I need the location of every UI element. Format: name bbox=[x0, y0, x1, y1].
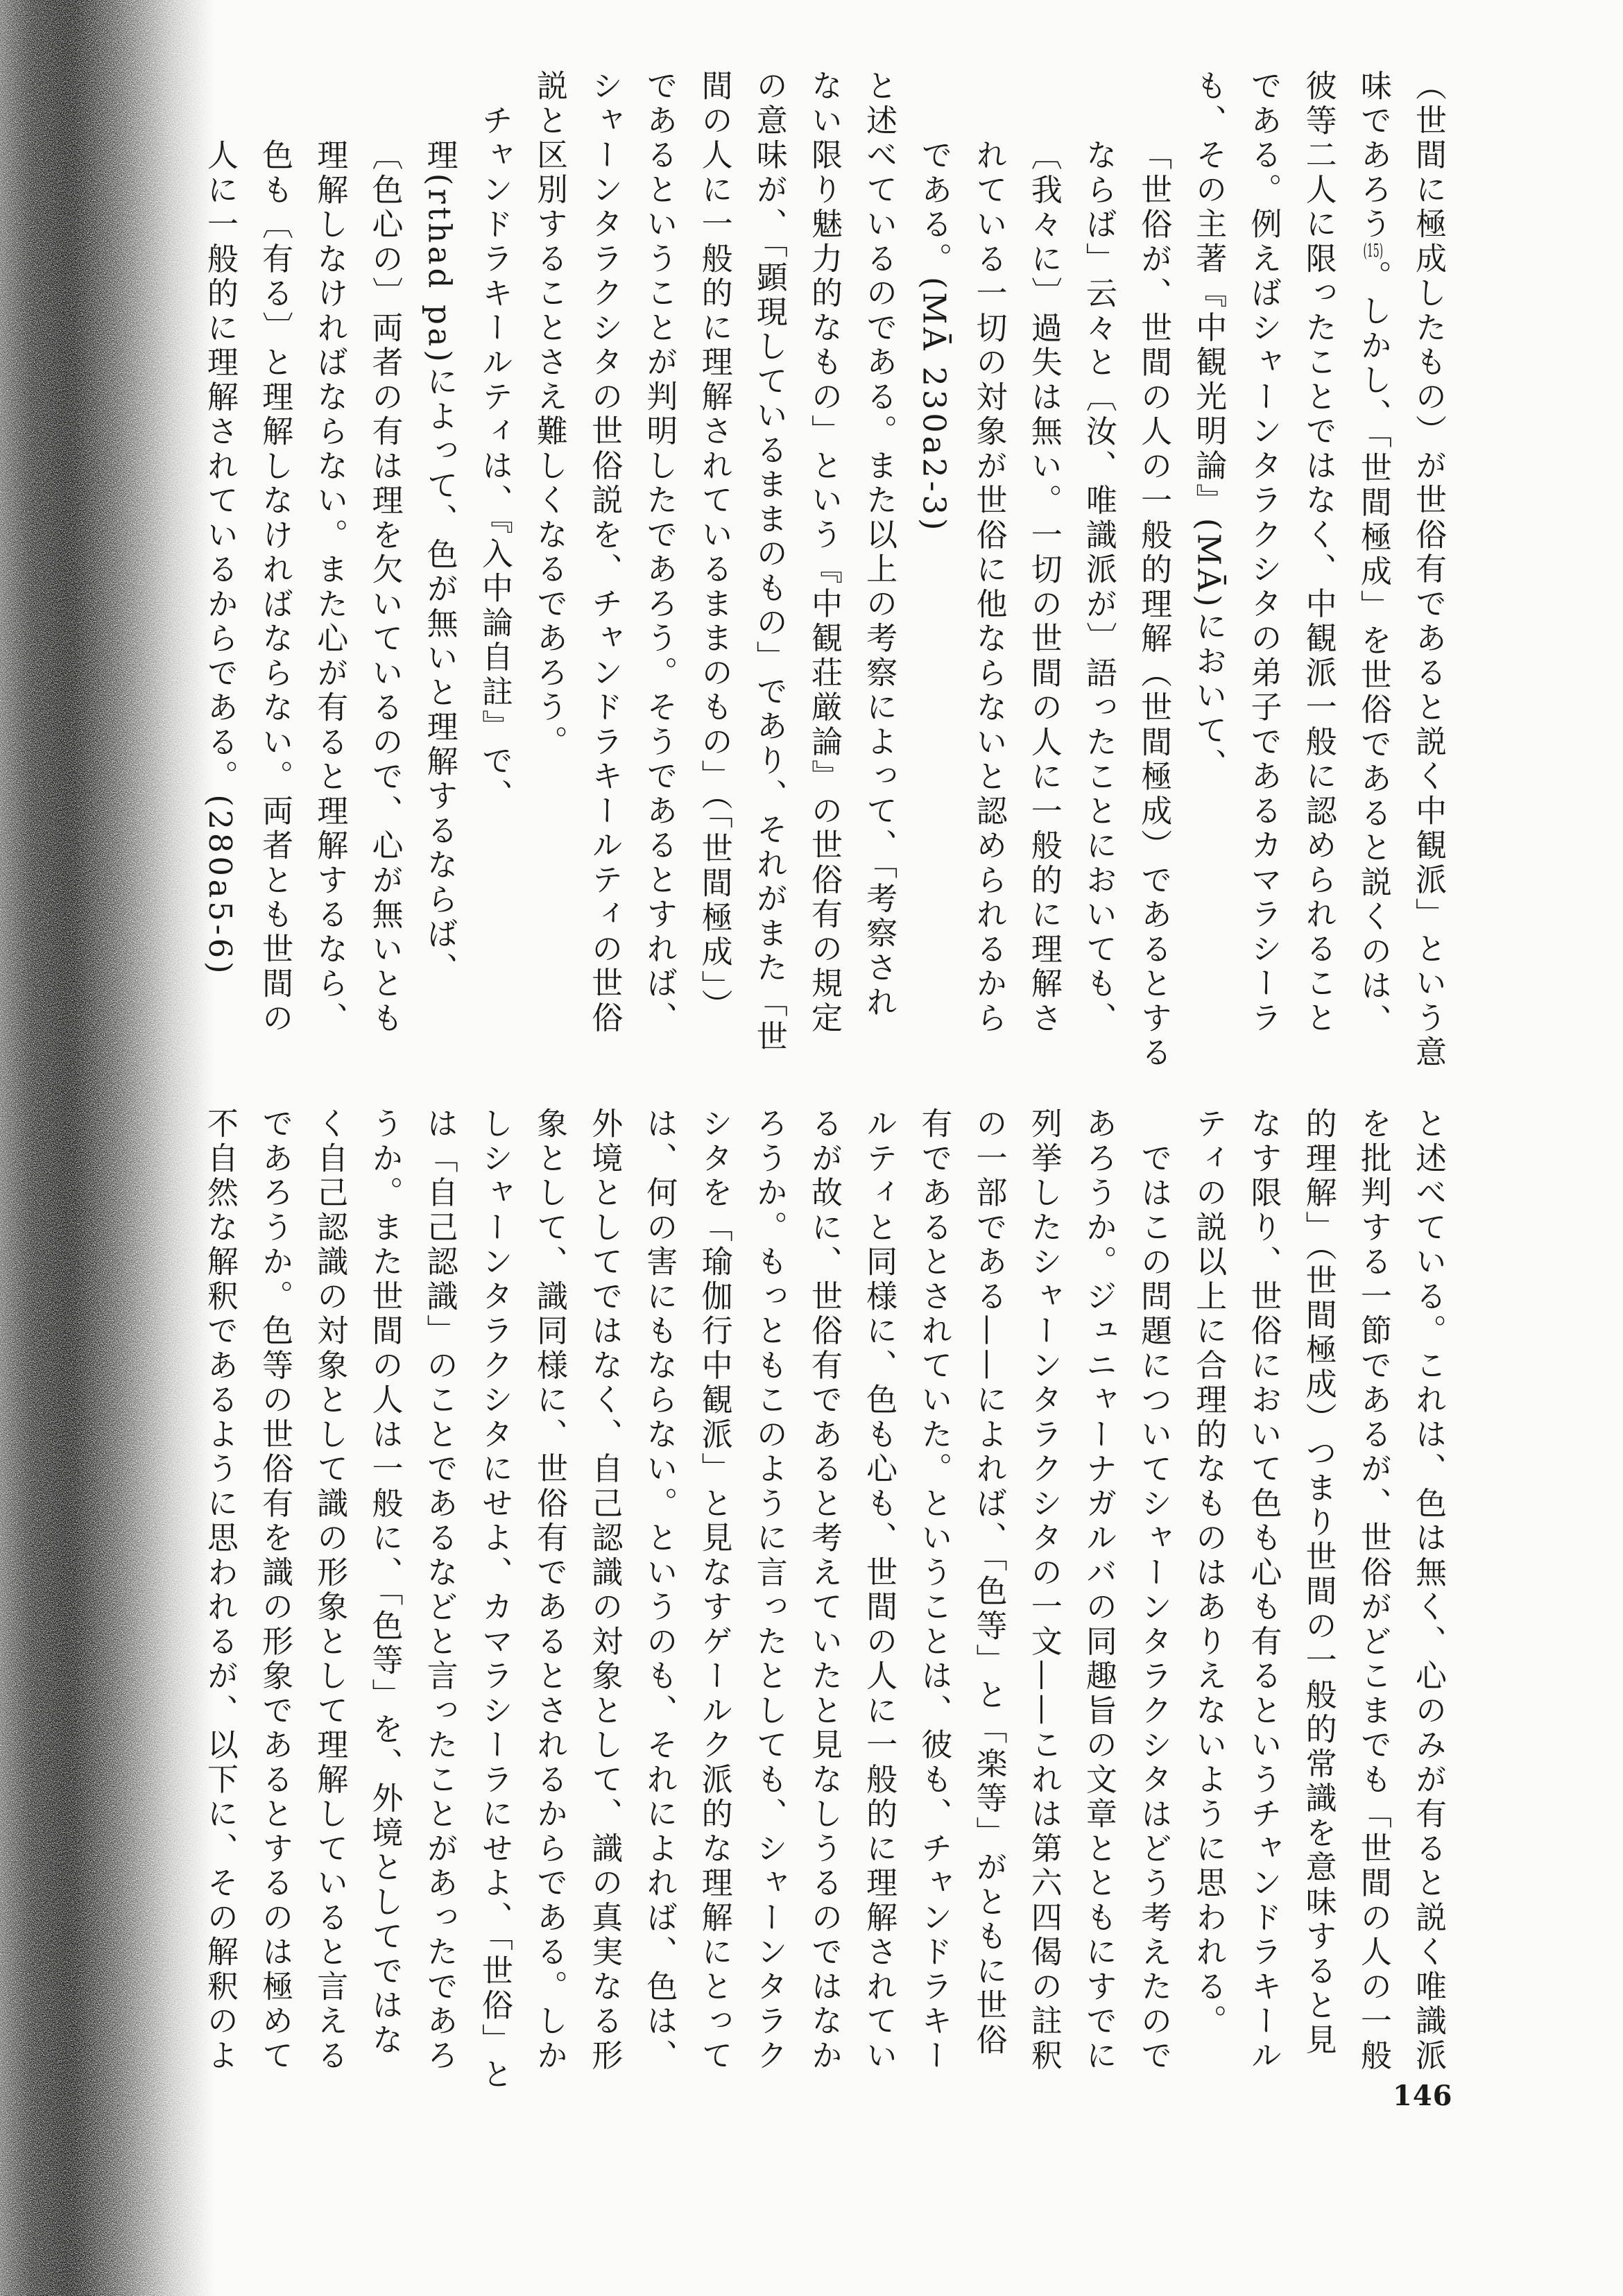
text-column-lower-22: であろうか。色等の世俗有を識の形象であるとするのは極めて bbox=[257, 1107, 294, 2073]
text-column-lower-21: く自己認識の対象として識の形象として理解していると言える bbox=[311, 1107, 349, 2073]
text-column-lower-11: ルティと同様に、色も心も、世間の人に一般的に理解されてい bbox=[861, 1107, 898, 2073]
text-column-lower-10: 有であるとされていた。ということは、彼も、チャンドラキー bbox=[916, 1107, 953, 2073]
text-column-upper-1: （世間に極成したもの）が世俗有であると説く中観派」という意 bbox=[1410, 69, 1447, 1070]
text-column-upper-18: チャンドラキールティは、『入中論自註』で、 bbox=[476, 103, 513, 813]
quote-column-upper-10: である。(MĀ 230a2-3) bbox=[916, 138, 953, 533]
text-column-upper-4: である。例えばシャーンタラクシタの弟子であるカマラシーラ bbox=[1245, 69, 1282, 1036]
text-column-lower-18: しシャーンタラクシタにせよ、カマラシーラにせよ、「世俗」と bbox=[476, 1107, 513, 2093]
scan-edge-shadow bbox=[0, 0, 215, 2296]
text-column-upper-16: シャーンタラクシタの世俗説を、チャンドラキールティの世俗 bbox=[586, 69, 624, 1036]
text-column-lower-17: 象として、識同様に、世俗有であるとされるからである。しか bbox=[531, 1107, 568, 2073]
text-column-upper-14: 間の人に一般的に理解されているままのもの」（「世間極成」） bbox=[696, 69, 733, 1024]
text-column-upper-5: も、その主著『中観光明論』(MĀ)において、 bbox=[1190, 69, 1228, 783]
text-column-upper-12: ない限り魅力的なもの」という『中観荘厳論』の世俗有の規定 bbox=[805, 69, 843, 1036]
text-segment: 。しかし、「世間極成」を世俗であると説くのは、 bbox=[1355, 259, 1392, 1038]
quote-column-upper-21: 理解しなければならない。また心が有ると理解するなら、 bbox=[311, 138, 349, 1036]
text-column-lower-16: 外境としてではなく、自己認識の対象として、識の真実なる形 bbox=[586, 1107, 624, 2073]
lower-text-block bbox=[192, 1107, 1456, 2106]
quote-column-upper-22: 色も〔有る〕と理解しなければならない。両者とも世間の bbox=[257, 138, 294, 1036]
quote-column-upper-19: 理(rthad pa)によって、色が無いと理解するならば、 bbox=[421, 138, 458, 986]
text-segment: 味であろう bbox=[1355, 69, 1392, 242]
text-column-lower-7: あろうか。ジュニャーナガルバの同趣旨の文章とともにすでに bbox=[1080, 1107, 1117, 2073]
text-column-lower-20: うか。また世間の人は一般に、「色等」を、外境としてではな bbox=[366, 1107, 404, 2058]
text-column-lower-8: 列挙したシャーンタラクシタの一文——これは第六四偈の註釈 bbox=[1025, 1107, 1063, 2073]
text-column-lower-23: 不自然な解釈であるように思われるが、以下に、その解釈のよ bbox=[201, 1107, 239, 2073]
text-column-upper-13: の意味が、「顕現しているままのもの」であり、それがまた「世 bbox=[750, 69, 788, 1055]
quote-column-upper-8: 〔我々に〕過失は無い。一切の世間の人に一般的に理解さ bbox=[1025, 138, 1063, 1036]
quote-column-upper-6: 「世俗が、世間の人の一般的理解（世間極成）であるとする bbox=[1135, 138, 1173, 1070]
text-column-lower-5: ティの説以上に合理的なものはありえないように思われる。 bbox=[1190, 1107, 1228, 2039]
text-column-upper-17: 説と区別することさえ難しくなるであろう。 bbox=[531, 69, 568, 760]
text-column-lower-9: の一部である——によれば、「色等」と「楽等」がともに世俗 bbox=[970, 1107, 1008, 2058]
text-column-lower-12: るが故に、世俗有であると考えていたと見なしうるのではなか bbox=[805, 1107, 843, 2073]
text-column-lower-2: を批判する一節であるが、世俗がどこまでも「世間の人の一般 bbox=[1355, 1107, 1392, 2073]
text-column-lower-19: は「自己認識」のことであるなどと言ったことがあったであろ bbox=[421, 1107, 458, 2073]
page-number: 146 bbox=[1393, 2080, 1453, 2112]
quote-column-upper-9: れている一切の対象が世俗に他ならないと認められるから bbox=[970, 138, 1008, 1036]
text-column-lower-1: と述べている。これは、色は無く、心のみが有ると説く唯識派 bbox=[1410, 1107, 1447, 2073]
text-column-upper-15: であるということが判明したであろう。そうであるとすれば、 bbox=[641, 69, 678, 1036]
footnote-ref: (15) bbox=[1363, 241, 1384, 260]
quote-column-upper-7: ならば」云々と〔汝、唯識派が〕語ったことにおいても、 bbox=[1080, 138, 1117, 1036]
upper-text-block bbox=[192, 69, 1456, 1068]
text-column-lower-6: ではこの問題についてシャーンタラクシタはどう考えたので bbox=[1135, 1141, 1173, 2073]
quote-column-upper-23: 人に一般的に理解されているからである。(280a5-6) bbox=[201, 138, 239, 977]
text-column-upper-11: と述べているのである。また以上の考察によって、「考察され bbox=[861, 69, 898, 1020]
text-column-lower-3: 的理解」（世間極成）つまり世間の一般的常識を意味すると見 bbox=[1300, 1107, 1337, 2058]
text-column-lower-14: シタを「瑜伽行中観派」と見なすゲールク派的な理解にとって bbox=[696, 1107, 733, 2073]
text-column-upper-2 bbox=[1346, 69, 1401, 1068]
text-column-lower-4: なす限り、世俗において色も心も有るというチャンドラキール bbox=[1245, 1107, 1282, 2073]
quote-column-upper-20: 〔色心の〕両者の有は理を欠いているので、心が無いとも bbox=[366, 138, 404, 1036]
text-column-lower-13: ろうか。もっともこのように言ったとしても、シャーンタラク bbox=[750, 1107, 788, 2073]
text-column-upper-3: 彼等二人に限ったことではなく、中観派一般に認められること bbox=[1300, 69, 1337, 1036]
text-column-lower-15: は、何の害にもならない。というのも、それによれば、色は、 bbox=[641, 1107, 678, 2073]
